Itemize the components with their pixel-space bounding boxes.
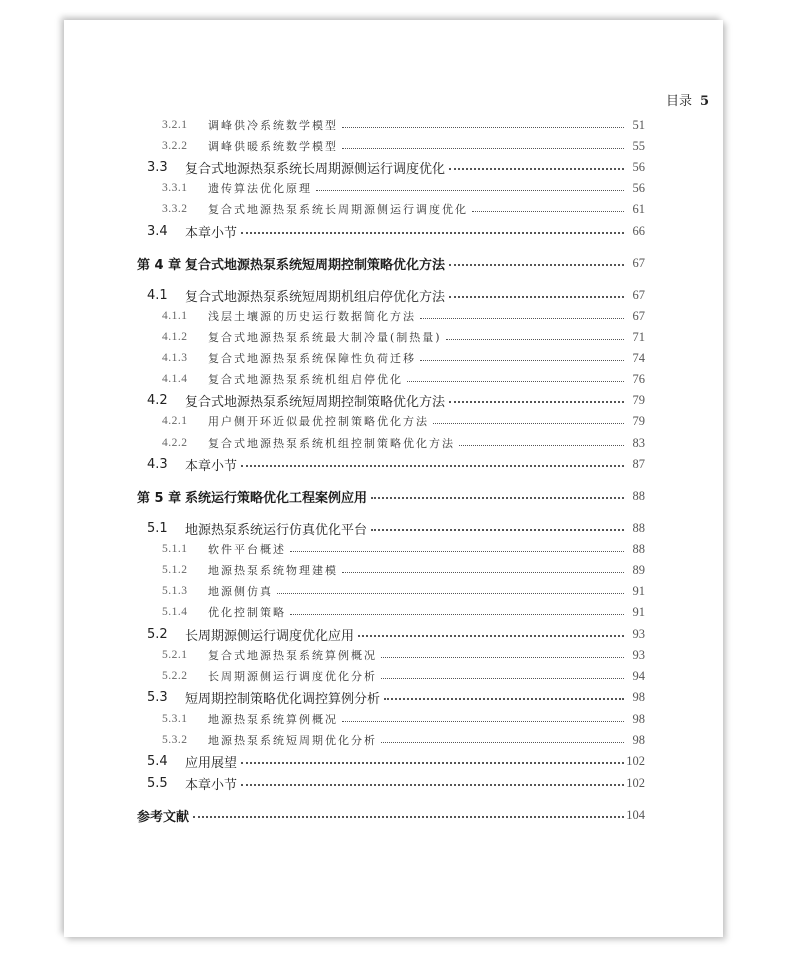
toc-entry-title: 复合式地源热泵系统最大制冷量(制热量) xyxy=(208,331,442,344)
toc-entry-title-line xyxy=(208,308,628,324)
toc-entry-title: 长周期源侧运行调度优化应用 xyxy=(185,628,355,644)
toc-entry-references[interactable] xyxy=(0,805,790,825)
toc-entry-number: 4.3 xyxy=(147,456,168,472)
toc-entry-title: 复合式地源热泵系统机组控制策略优化方法 xyxy=(208,437,455,450)
toc-entry-title-line xyxy=(208,138,628,154)
toc-entry-number: 5.2.1 xyxy=(162,649,188,661)
toc-entry-title: 本章小节 xyxy=(185,458,238,474)
toc-entry-number: 3.2.2 xyxy=(162,140,188,152)
toc-entry-number: 4.1 xyxy=(147,287,168,303)
toc-entry-5.1.1[interactable] xyxy=(0,539,790,559)
toc-entry-4.1.2[interactable] xyxy=(0,327,790,347)
toc-entry-number: 5.3.1 xyxy=(162,713,188,725)
toc-entry-title: 长周期源侧运行调度优化分析 xyxy=(208,670,377,683)
toc-entry-page-number: 55 xyxy=(632,138,645,153)
dot-leader xyxy=(381,678,624,679)
toc-entry-title: 本章小节 xyxy=(185,777,238,793)
toc-entry-number: 5.1.2 xyxy=(162,564,188,576)
dot-leader xyxy=(371,529,624,531)
toc-entry-page-number: 67 xyxy=(632,287,645,302)
dot-leader xyxy=(381,657,624,658)
toc-entry-第4章[interactable] xyxy=(0,253,790,273)
dot-leader xyxy=(449,264,624,266)
toc-entry-page-number: 56 xyxy=(632,159,645,174)
toc-entry-page-number: 83 xyxy=(632,435,645,450)
toc-entry-5.3.1[interactable] xyxy=(0,709,790,729)
toc-entry-title-line xyxy=(185,774,628,793)
toc-entry-page-number: 79 xyxy=(632,413,645,428)
toc-entry-number: 5.3 xyxy=(147,689,168,705)
toc-entry-title-line xyxy=(185,752,628,771)
dot-leader xyxy=(449,168,624,170)
toc-entry-title-line xyxy=(208,413,628,429)
toc-entry-3.3[interactable] xyxy=(0,157,790,177)
dot-leader xyxy=(241,784,624,786)
toc-entry-5.3.2[interactable] xyxy=(0,730,790,750)
toc-entry-page-number: 102 xyxy=(626,753,645,768)
toc-entry-title: 复合式地源热泵系统算例概况 xyxy=(208,649,377,662)
toc-entry-title-line xyxy=(185,286,628,305)
toc-entry-4.2.2[interactable] xyxy=(0,433,790,453)
toc-entry-number: 3.2.1 xyxy=(162,119,188,131)
toc-entry-4.2[interactable] xyxy=(0,390,790,410)
toc-entry-title: 调峰供冷系统数学模型 xyxy=(208,119,338,132)
toc-entry-title-line xyxy=(208,583,628,599)
toc-entry-3.2.1[interactable] xyxy=(0,115,790,135)
dot-leader xyxy=(342,721,624,722)
toc-entry-page-number: 91 xyxy=(632,583,645,598)
toc-entry-title: 参考文献 xyxy=(137,809,190,825)
running-head-page-number: 5 xyxy=(699,94,709,109)
toc-entry-page-number: 98 xyxy=(632,689,645,704)
toc-entry-number: 5.1.1 xyxy=(162,543,188,555)
toc-entry-title: 复合式地源热泵系统短周期控制策略优化方法 xyxy=(185,257,446,273)
dot-leader xyxy=(371,497,624,499)
toc-entry-page-number: 93 xyxy=(632,647,645,662)
toc-entry-title-line xyxy=(208,604,628,620)
toc-entry-title-line xyxy=(208,732,628,748)
toc-entry-title-line xyxy=(208,562,628,578)
toc-entry-page-number: 88 xyxy=(632,520,645,535)
toc-entry-title: 复合式地源热泵系统长周期源侧运行调度优化 xyxy=(185,161,446,177)
toc-entry-title-line xyxy=(208,180,628,196)
toc-entry-4.3[interactable] xyxy=(0,454,790,474)
toc-entry-title: 优化控制策略 xyxy=(208,606,286,619)
toc-entry-title-line xyxy=(208,201,628,217)
dot-leader xyxy=(290,614,624,615)
toc-entry-page-number: 61 xyxy=(632,201,645,216)
toc-entry-page-number: 88 xyxy=(632,541,645,556)
toc-entry-3.3.1[interactable] xyxy=(0,178,790,198)
toc-entry-title-line xyxy=(185,487,628,506)
toc-entry-number: 4.2.2 xyxy=(162,437,188,449)
toc-entry-title: 地源侧仿真 xyxy=(208,585,273,598)
toc-entry-title: 复合式地源热泵系统保障性负荷迁移 xyxy=(208,352,416,365)
dot-leader xyxy=(381,742,624,743)
toc-entry-number: 4.2 xyxy=(147,392,168,408)
toc-entry-number: 5.2.2 xyxy=(162,670,188,682)
dot-leader xyxy=(290,551,624,552)
toc-entry-number: 4.1.2 xyxy=(162,331,188,343)
dot-leader xyxy=(384,698,624,700)
dot-leader xyxy=(459,445,624,446)
toc-entry-title: 地源热泵系统短周期优化分析 xyxy=(208,734,377,747)
toc-entry-number: 3.3 xyxy=(147,159,168,175)
toc-entry-title: 本章小节 xyxy=(185,225,238,241)
dot-leader xyxy=(407,381,624,382)
toc-entry-page-number: 104 xyxy=(626,807,645,822)
toc-entry-page-number: 66 xyxy=(632,223,645,238)
dot-leader xyxy=(446,339,624,340)
dot-leader xyxy=(358,635,624,637)
toc-entry-number: 3.4 xyxy=(147,223,168,239)
toc-entry-title-line xyxy=(208,647,628,663)
toc-entry-5.1.3[interactable] xyxy=(0,581,790,601)
toc-entry-page-number: 76 xyxy=(632,371,645,386)
dot-leader xyxy=(420,318,624,319)
toc-entry-5.1[interactable] xyxy=(0,518,790,538)
toc-entry-第5章[interactable] xyxy=(0,486,790,506)
toc-entry-number: 第 5 章 xyxy=(137,490,182,506)
toc-entry-page-number: 67 xyxy=(632,255,645,270)
toc-entry-title-line xyxy=(185,688,628,707)
toc-entry-5.2.2[interactable] xyxy=(0,666,790,686)
toc-entry-4.1.4[interactable] xyxy=(0,369,790,389)
toc-entry-number: 5.1.3 xyxy=(162,585,188,597)
toc-entry-5.5[interactable] xyxy=(0,773,790,793)
toc-entry-4.1.3[interactable] xyxy=(0,348,790,368)
toc-entry-page-number: 88 xyxy=(632,488,645,503)
dot-leader xyxy=(449,296,624,298)
toc-entry-5.4[interactable] xyxy=(0,751,790,771)
toc-entry-title-line xyxy=(185,254,628,273)
toc-entry-4.2.1[interactable] xyxy=(0,411,790,431)
dot-leader xyxy=(241,762,624,764)
toc-entry-title: 浅层土壤源的历史运行数据简化方法 xyxy=(208,310,416,323)
toc-entry-title: 地源热泵系统算例概况 xyxy=(208,713,338,726)
toc-entry-3.3.2[interactable] xyxy=(0,199,790,219)
toc-entry-title-line xyxy=(208,668,628,684)
toc-entry-title-line xyxy=(208,117,628,133)
dot-leader xyxy=(316,190,624,191)
running-head xyxy=(64,90,709,109)
toc-entry-title: 地源热泵系统运行仿真优化平台 xyxy=(185,522,368,538)
toc-entry-page-number: 102 xyxy=(626,775,645,790)
toc-entry-number: 4.1.3 xyxy=(162,352,188,364)
toc-entry-title-line xyxy=(208,711,628,727)
toc-entry-3.4[interactable] xyxy=(0,221,790,241)
toc-entry-4.1[interactable] xyxy=(0,285,790,305)
toc-entry-title: 软件平台概述 xyxy=(208,543,286,556)
toc-entry-number: 5.2 xyxy=(147,626,168,642)
dot-leader xyxy=(433,423,624,424)
toc-entry-page-number: 98 xyxy=(632,732,645,747)
toc-entry-page-number: 93 xyxy=(632,626,645,641)
toc-entry-title-line xyxy=(185,222,628,241)
toc-entry-title: 地源热泵系统物理建模 xyxy=(208,564,338,577)
dot-leader xyxy=(241,232,624,234)
toc-entry-title-line xyxy=(185,455,628,474)
toc-entry-title: 复合式地源热泵系统机组启停优化 xyxy=(208,373,403,386)
toc-entry-title-line xyxy=(185,519,628,538)
toc-entry-number: 4.1.1 xyxy=(162,310,188,322)
toc-entry-page-number: 91 xyxy=(632,604,645,619)
dot-leader xyxy=(342,572,624,573)
toc-entry-title: 用户侧开环近似最优控制策略优化方法 xyxy=(208,415,429,428)
toc-entry-title-line xyxy=(208,541,628,557)
toc-entry-number: 5.3.2 xyxy=(162,734,188,746)
running-head-label: 目录 xyxy=(665,94,692,109)
dot-leader xyxy=(472,211,624,212)
toc-entry-page-number: 87 xyxy=(632,456,645,471)
dot-leader xyxy=(420,360,624,361)
toc-entry-page-number: 56 xyxy=(632,180,645,195)
dot-leader xyxy=(193,816,624,818)
toc-entry-page-number: 71 xyxy=(632,329,645,344)
toc-entry-5.3[interactable] xyxy=(0,687,790,707)
toc-entry-5.2.1[interactable] xyxy=(0,645,790,665)
toc-entry-page-number: 79 xyxy=(632,392,645,407)
dot-leader xyxy=(449,401,624,403)
toc-entry-title-line xyxy=(208,435,628,451)
toc-entry-number: 3.3.1 xyxy=(162,182,188,194)
toc-entry-page-number: 98 xyxy=(632,711,645,726)
toc-entry-4.1.1[interactable] xyxy=(0,306,790,326)
dot-leader xyxy=(277,593,624,594)
toc-entry-5.1.4[interactable] xyxy=(0,602,790,622)
toc-entry-page-number: 74 xyxy=(632,350,645,365)
toc-entry-title-line xyxy=(185,625,628,644)
toc-entry-title: 短周期控制策略优化调控算例分析 xyxy=(185,691,381,707)
toc-entry-title: 复合式地源热泵系统短周期机组启停优化方法 xyxy=(185,289,446,305)
toc-entry-title: 复合式地源热泵系统长周期源侧运行调度优化 xyxy=(208,203,468,216)
toc-entry-title: 遗传算法优化原理 xyxy=(208,182,312,195)
toc-entry-page-number: 51 xyxy=(632,117,645,132)
toc-entry-page-number: 67 xyxy=(632,308,645,323)
toc-entry-page-number: 94 xyxy=(632,668,645,683)
toc-entry-title-line xyxy=(185,158,628,177)
toc-entry-title-line xyxy=(208,329,628,345)
toc-entry-page-number: 89 xyxy=(632,562,645,577)
toc-entry-title: 应用展望 xyxy=(185,755,238,771)
toc-entry-number: 5.4 xyxy=(147,753,168,769)
toc-entry-title: 复合式地源热泵系统短周期控制策略优化方法 xyxy=(185,394,446,410)
toc-entry-number: 5.1.4 xyxy=(162,606,188,618)
toc-entry-number: 4.2.1 xyxy=(162,415,188,427)
dot-leader xyxy=(241,465,624,467)
toc-entry-5.2[interactable] xyxy=(0,624,790,644)
dot-leader xyxy=(342,127,624,128)
toc-entry-number: 4.1.4 xyxy=(162,373,188,385)
toc-entry-title-line xyxy=(208,371,628,387)
toc-entry-number: 3.3.2 xyxy=(162,203,188,215)
toc-entry-title-line xyxy=(208,350,628,366)
toc-entry-title-line xyxy=(185,391,628,410)
toc-entry-5.1.2[interactable] xyxy=(0,560,790,580)
toc-entry-title-line xyxy=(137,806,628,825)
toc-entry-3.2.2[interactable] xyxy=(0,136,790,156)
toc-entry-number: 5.5 xyxy=(147,775,168,791)
toc-entry-title: 调峰供暖系统数学模型 xyxy=(208,140,338,153)
toc-entry-title: 系统运行策略优化工程案例应用 xyxy=(185,490,368,506)
dot-leader xyxy=(342,148,624,149)
toc-entry-number: 第 4 章 xyxy=(137,257,182,273)
toc-entry-number: 5.1 xyxy=(147,520,168,536)
